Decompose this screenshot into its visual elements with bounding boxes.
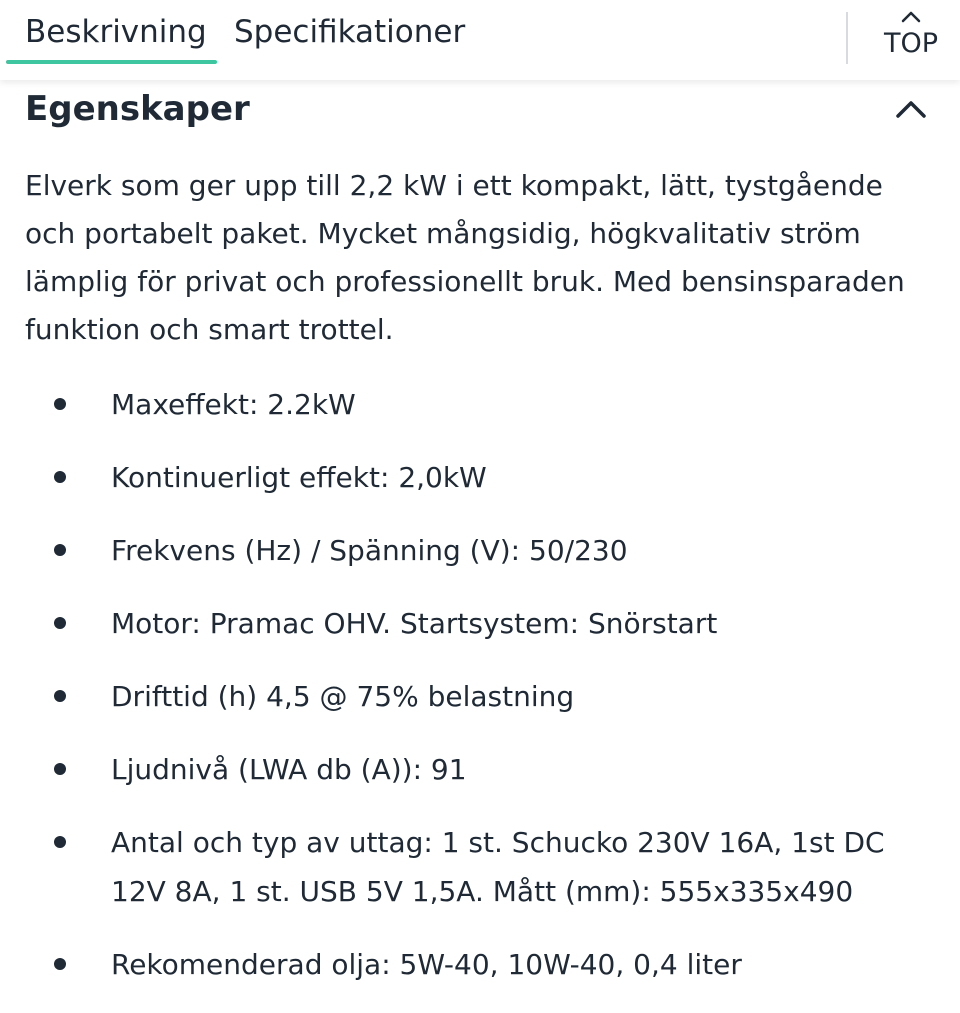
- feature-item: [0, 380, 960, 429]
- feature-text: Antal och typ av uttag: 1 st. Schucko 230V 16A, 1st DC 12V 8A, 1 st. USB 5V 1,5A. Mått (mm): 555x335x490: [111, 826, 885, 908]
- feature-text: Drifttid (h) 4,5 @ 75% belastning: [111, 680, 575, 713]
- feature-list: [0, 380, 960, 1013]
- feature-text: Maxeffekt: 2.2kW: [111, 388, 356, 421]
- scroll-to-top-button[interactable]: [876, 8, 946, 64]
- active-tab-indicator: [6, 60, 217, 64]
- tab-divider: [846, 12, 848, 64]
- bullet: [54, 617, 66, 629]
- feature-text: Rekomenderad olja: 5W-40, 10W-40, 0,4 liter: [111, 948, 742, 981]
- feature-text: Ljudnivå (LWA db (A)): 91: [111, 753, 467, 786]
- feature-item: [0, 453, 960, 502]
- feature-text: Frekvens (Hz) / Spänning (V): 50/230: [111, 534, 628, 567]
- chevron-up-icon: [900, 10, 922, 24]
- feature-item: [0, 940, 960, 989]
- bullet: [54, 690, 66, 702]
- chevron-up-icon[interactable]: [894, 98, 928, 120]
- bullet: [54, 836, 66, 848]
- bullet: [54, 398, 66, 410]
- tab-beskrivning[interactable]: Beskrivning: [25, 14, 207, 50]
- bullet: [54, 471, 66, 483]
- tab-bar: [0, 0, 960, 80]
- bullet: [54, 763, 66, 775]
- feature-text: Kontinuerligt effekt: 2,0kW: [111, 461, 487, 494]
- feature-item: [0, 526, 960, 575]
- top-label: TOP: [883, 28, 939, 59]
- section-title: Egenskaper: [25, 89, 250, 129]
- feature-item: [0, 599, 960, 648]
- product-description: Elverk som ger upp till 2,2 kW i ett kompakt, lätt, tystgående och portabelt paket. Mycket mångsidig, högkvalitativ ström lämplig för privat och professionellt bruk. Med bensinsparaden funktion och smart trottel.: [25, 169, 905, 346]
- tab-specifikationer[interactable]: Specifikationer: [234, 14, 466, 50]
- feature-item: [0, 818, 960, 916]
- feature-text: Motor: Pramac OHV. Startsystem: Snörstart: [111, 607, 718, 640]
- bullet: [54, 544, 66, 556]
- feature-item: [0, 745, 960, 794]
- section-header-egenskaper[interactable]: [0, 82, 960, 142]
- feature-item: [0, 672, 960, 721]
- bullet: [54, 958, 66, 970]
